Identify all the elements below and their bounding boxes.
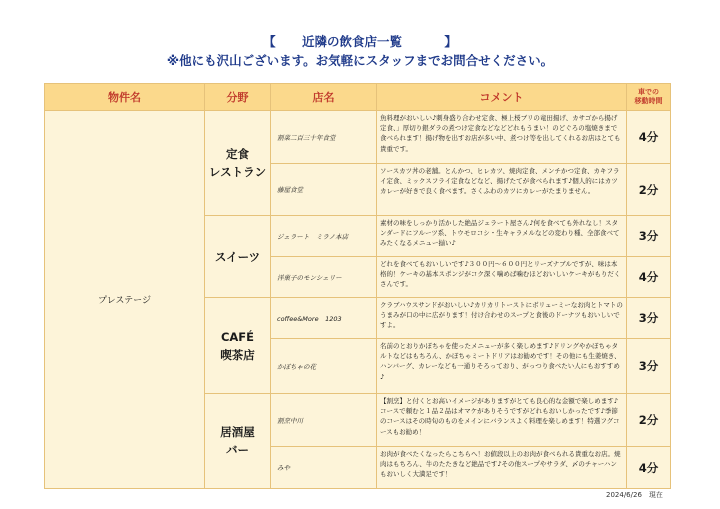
travel-time: 2分	[627, 394, 671, 447]
store-comment: 魚料理がおいしい♪刺身盛り合わせ定食、極上桜ブリの竜田揚げ、カサゴから揚げ定食、」厚切り銀ダラの煮つけ定食などなどどれもうまい！のどぐろの塩焼きまで食べられます！揚げ物を出すお店が多い中、煮つけ等を出してくれるお店はとても貴重です。	[377, 111, 627, 164]
header-comment: コメント	[377, 84, 627, 111]
store-comment: 名前のとおりかぼちゃを使ったメニューが多く楽しめます♪ドリングやかぼちゃタルトなどはもちろん、かぼちゃミートドリアはお勧めです！その他にも生姜焼き、ハンバーグ、カレーなども一通りそろっており、がっつり食べたい人にもおすすめ♪	[377, 339, 627, 394]
store-name: かぼちゃの花	[271, 339, 377, 394]
category-line2: レストラン	[208, 165, 267, 179]
restaurant-table	[44, 83, 671, 489]
travel-time: 3分	[627, 339, 671, 394]
header-category: 分野	[205, 84, 271, 111]
title-text: 近隣の飲食店一覧	[301, 34, 402, 49]
header-property: 物件名	[45, 84, 205, 111]
travel-time: 2分	[627, 164, 671, 216]
category-line1: CAFÉ	[220, 329, 255, 344]
travel-time: 4分	[627, 111, 671, 164]
title-bracket-close: 】	[444, 34, 457, 49]
store-comment: クラブハウスサンドがおいしい♪カリカリトーストにボリューミーなお肉とトマトのうまみが口の中に広がります！付け合わせのスープと食後のドーナツもおいしいですよ。	[377, 298, 627, 339]
store-name: みや	[271, 447, 377, 489]
category-line1: 居酒屋	[220, 425, 255, 439]
table-header-row	[45, 84, 671, 111]
page-subtitle: ※他にも沢山ございます。お気軽にスタッフまでお問合せください。	[166, 53, 554, 68]
title-bracket-open: 【	[263, 34, 276, 49]
category-cell	[205, 394, 271, 489]
table-row	[45, 111, 671, 164]
header-time-line1: 車での	[638, 88, 659, 96]
category-line2: バー	[226, 443, 249, 457]
travel-time: 3分	[627, 298, 671, 339]
store-comment: ソースカツ丼の老舗。とんかつ、ヒレカツ、焼肉定食、メンチかつ定食、カキフライ定食、ミックスフライ定食などなど、揚げたてが食べられます♪個人的にはカツカレーが好きで良く食べます。さくふわのカツにカレーがたまりません。	[377, 164, 627, 216]
store-comment: 素材の味をしっかり活かした絶品ジェラート屋さん♪何を食べても外れなし！スタンダードにフルーツ系、トウモロコシ・生キャラメルなどの変わり種、全部食べてみたくなるメニュー揃い♪	[377, 216, 627, 257]
page-title	[0, 34, 720, 50]
property-name: プレステージ	[45, 111, 205, 489]
category-cell	[205, 298, 271, 394]
category-line1: 定食	[226, 147, 249, 161]
travel-time: 3分	[627, 216, 671, 257]
category-cell	[205, 216, 271, 298]
store-comment: どれを食べてもおいしいです♪３００円～６００円とリーズナブルですが、味は本格的！ケーキの基本スポンジがコク深く噛めば噛むほどおいしいケーキがもりだくさんです。	[377, 257, 627, 298]
category-line2: 喫茶店	[220, 347, 255, 362]
store-name: ジェラート ミラノ本店	[271, 216, 377, 257]
travel-time: 4分	[627, 447, 671, 489]
category-line1: スイーツ	[214, 249, 261, 264]
as-of-date: 2024/6/26 現在	[606, 491, 663, 499]
store-name: coffee&More 1203	[271, 298, 377, 339]
header-time-line2: 移動時間	[634, 97, 663, 105]
store-comment: 【割烹】と付くとお高いイメージがありますがとても良心的な金額で楽しめます♪コースで頼むと１品２品はオマケがありそうですがどれもおいしかったです♪季節のコースはその時旬のものをメインにバランスよく料理を楽しめます！特選フグコースもお勧め！	[377, 394, 627, 447]
header-travel-time	[627, 84, 671, 111]
store-comment: お肉が食べたくなったらこちらへ！お値段以上のお肉が食べられる貴重なお店。焼肉はもちろん、牛のたたきなど絶品です♪その他スープやサラダ、〆のチャーハンもおいしく大満足です！	[377, 447, 627, 489]
store-name: 藤屋食堂	[271, 164, 377, 216]
store-name: 洋菓子のモンシェリー	[271, 257, 377, 298]
header-store: 店名	[271, 84, 377, 111]
travel-time: 4分	[627, 257, 671, 298]
category-cell	[205, 111, 271, 216]
store-name: 割菜二百三十年食堂	[271, 111, 377, 164]
store-name: 割烹中川	[271, 394, 377, 447]
